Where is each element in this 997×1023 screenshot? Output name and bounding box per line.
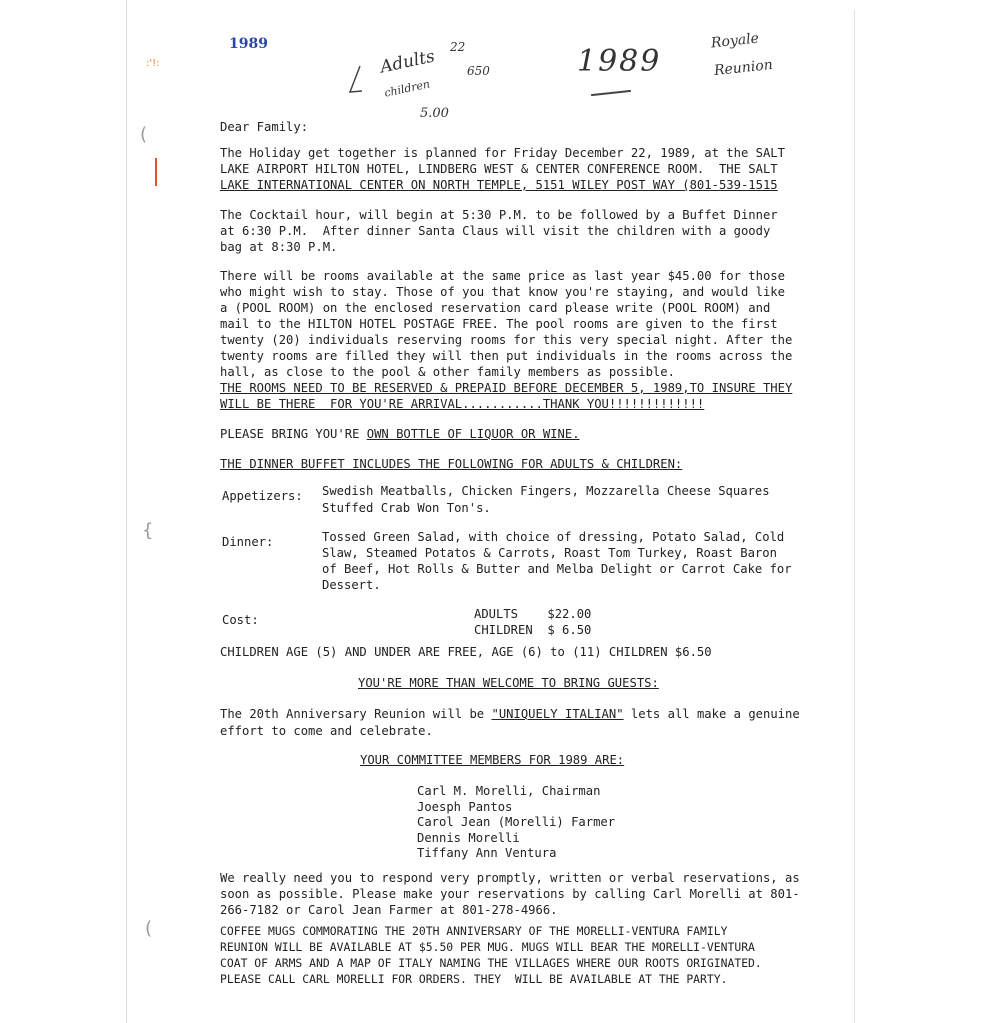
respond-line: soon as possible. Please make your reservations by calling Carl Morelli at 801- [220,887,800,901]
para3-line: mail to the HILTON HOTEL POSTAGE FREE. The pool rooms are given to the first [220,317,778,331]
committee-member: Carol Jean (Morelli) Farmer [417,815,616,829]
margin-mark: :'!: [146,58,160,69]
page-edge-left [126,0,127,1023]
mugs-line: REUNION WILL BE AVAILABLE AT $5.50 PER MUG. MUGS WILL BEAR THE MORELLI-VENTURA [220,940,755,954]
para3-line: twenty rooms are filled they will then put individuals in the rooms across the [220,349,793,363]
dinner-text: Dessert. [322,578,381,592]
committee-member: Carl M. Morelli, Chairman [417,784,601,798]
dinner-text: Slaw, Steamed Potatos & Carrots, Roast Tom Turkey, Roast Baron [322,546,777,560]
para2-line: bag at 8:30 P.M. [220,240,338,254]
buffet-heading: THE DINNER BUFFET INCLUDES THE FOLLOWING FOR ADULTS & CHILDREN: [220,457,683,471]
cost-children: CHILDREN $ 6.50 [474,623,592,637]
para3-line: hall, as close to the pool & other family members as possible. [220,365,675,379]
para1-line: LAKE INTERNATIONAL CENTER ON NORTH TEMPLE, 5151 WILEY POST WAY (801-539-1515 [220,178,778,192]
handwritten-children: children [383,77,432,100]
margin-tick: { [142,520,154,541]
para1-line: LAKE AIRPORT HILTON HOTEL, LINDBERG WEST & CENTER CONFERENCE ROOM. THE SALT [220,162,778,176]
para3-line: There will be rooms available at the same price as last year $45.00 for those [220,269,785,283]
mugs-line: COAT OF ARMS AND A MAP OF ITALY NAMING THE VILLAGES WHERE OUR ROOTS ORIGINATED. [220,956,762,970]
committee-member: Dennis Morelli [417,831,520,845]
respond-line: We really need you to respond very promptly, written or verbal reservations, as [220,871,800,885]
committee-member: Tiffany Ann Ventura [417,846,557,860]
para3-line: who might wish to stay. Those of you that know you're staying, and would like [220,285,785,299]
reservation-deadline: WILL BE THERE FOR YOU'RE ARRIVAL...........THANK YOU!!!!!!!!!!!!! [220,397,705,411]
mugs-line: PLEASE CALL CARL MORELLI FOR ORDERS. THEY WILL BE AVAILABLE AT THE PARTY. [220,972,728,986]
handwritten-note: Royale [710,30,760,52]
dinner-text: Tossed Green Salad, with choice of dressing, Potato Salad, Cold [322,530,785,544]
children-age-note: CHILDREN AGE (5) AND UNDER ARE FREE, AGE (6) to (11) CHILDREN $6.50 [220,645,712,659]
margin-tick: ( [145,918,153,939]
para1-line: The Holiday get together is planned for Friday December 22, 1989, at the SALT [220,146,785,160]
handwritten-total: 5.00 [420,106,449,121]
reunion-line: effort to come and celebrate. [220,724,433,738]
para3-line: twenty (20) individuals reserving rooms for this very special night. After the [220,333,793,347]
guests-note: YOU'RE MORE THAN WELCOME TO BRING GUESTS: [358,676,659,690]
handwritten-slash-mark [344,64,364,96]
para2-line: at 6:30 P.M. After dinner Santa Claus will visit the children with a goody [220,224,771,238]
red-margin-mark [155,158,157,186]
page-edge-right [854,10,855,1023]
cost-label: Cost: [222,613,259,627]
handwritten-note: Reunion [713,56,774,80]
respond-line: 266-7182 or Carol Jean Farmer at 801-278-4966. [220,903,558,917]
bring-liquor-note: PLEASE BRING YOU'RE OWN BOTTLE OF LIQUOR OR WINE. [220,427,580,441]
dinner-label: Dinner: [222,535,274,549]
para2-line: The Cocktail hour, will begin at 5:30 P.M. to be followed by a Buffet Dinner [220,208,778,222]
handwritten-child-price: 650 [467,64,490,78]
appetizers-text: Stuffed Crab Won Ton's. [322,501,491,515]
committee-heading: YOUR COMMITTEE MEMBERS FOR 1989 ARE: [360,753,625,767]
stamp-year: 1989 [229,36,268,52]
dinner-text: of Beef, Hot Rolls & Butter and Melba Delight or Carrot Cake for [322,562,792,576]
appetizers-text: Swedish Meatballs, Chicken Fingers, Mozzarella Cheese Squares [322,484,770,498]
appetizers-label: Appetizers: [222,489,303,503]
salutation: Dear Family: [220,120,309,134]
handwritten-underline [591,90,631,96]
cost-adults: ADULTS $22.00 [474,607,592,621]
committee-member: Joesph Pantos [417,800,513,814]
handwritten-adult-price: 22 [450,40,466,54]
mugs-line: COFFEE MUGS COMMORATING THE 20TH ANNIVERSARY OF THE MORELLI-VENTURA FAMILY [220,924,728,938]
handwritten-year: 1989 [577,44,662,79]
reunion-line: The 20th Anniversary Reunion will be "UNIQUELY ITALIAN" lets all make a genuine [220,707,800,721]
para3-line: a (POOL ROOM) on the enclosed reservation card please write (POOL ROOM) and [220,301,771,315]
margin-tick: ( [140,124,148,145]
reservation-deadline: THE ROOMS NEED TO BE RESERVED & PREPAID BEFORE DECEMBER 5, 1989,TO INSURE THEY [220,381,793,395]
handwritten-adults: Adults [378,46,437,78]
